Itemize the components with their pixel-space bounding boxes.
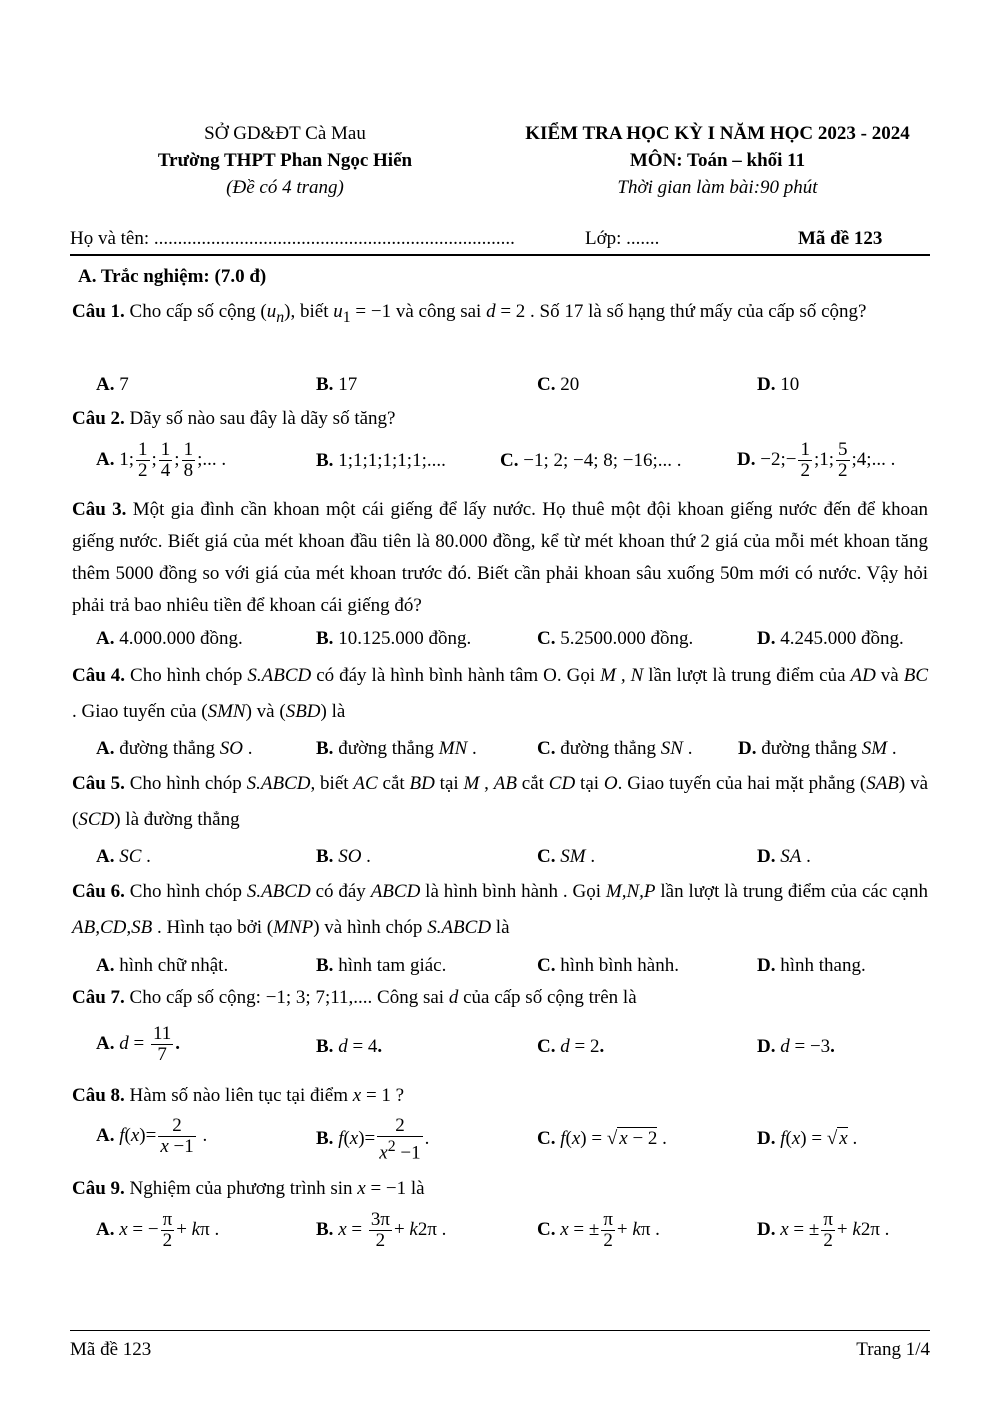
q1-option-c[interactable]: C. 20 bbox=[537, 374, 580, 395]
q4-label: Câu 4. bbox=[72, 665, 126, 686]
q2-option-d[interactable]: D. −2;− $\frac{1}{2}$ ;1; $\frac{5}{2}$ ;4;... . bbox=[737, 439, 896, 481]
q8-label: Câu 8. bbox=[72, 1085, 125, 1106]
q7-label: Câu 7. bbox=[72, 987, 125, 1008]
question-3 bbox=[72, 494, 928, 622]
question-8: Câu 8. Hàm số nào liên tục tại điểm x = 1 ? bbox=[72, 1085, 405, 1106]
header-right bbox=[505, 120, 930, 201]
q2-option-b[interactable]: B. 1;1;1;1;1;1;.... bbox=[316, 450, 446, 471]
q9-option-b[interactable]: B. x = $\frac{3\pi}{2}$ + k2π . bbox=[316, 1209, 447, 1251]
question-7: Câu 7. Cho cấp số cộng: −1; 3; 7;11,.... Công sai d của cấp số cộng trên là bbox=[72, 987, 637, 1008]
q3-option-c[interactable]: C. 5.2500.000 đồng. bbox=[537, 628, 694, 649]
q3-option-b[interactable]: B. 10.125.000 đồng. bbox=[316, 628, 472, 649]
q1-option-a[interactable]: A. 7 bbox=[96, 374, 129, 395]
q2-label: Câu 2. bbox=[72, 408, 125, 429]
duration: Thời gian làm bài:90 phút bbox=[617, 177, 818, 198]
q2-option-c[interactable]: C. −1; 2; −4; 8; −16;... . bbox=[500, 450, 682, 471]
q7-option-b[interactable]: B. d = 4. bbox=[316, 1036, 383, 1057]
page-count-note: (Đề có 4 trang) bbox=[226, 177, 344, 198]
q4-option-c[interactable]: C. đường thẳng SN . bbox=[537, 738, 693, 759]
q6-option-d[interactable]: D. hình thang. bbox=[757, 955, 866, 976]
q6-label: Câu 6. bbox=[72, 881, 125, 902]
exam-title: KIỂM TRA HỌC KỲ I NĂM HỌC 2023 - 2024 bbox=[525, 123, 910, 144]
q5-label: Câu 5. bbox=[72, 773, 125, 794]
dept-name: SỞ GD&ĐT Cà Mau bbox=[204, 123, 366, 144]
q9-option-a[interactable]: A. x = − $\frac{\pi}{2}$ + kπ . bbox=[96, 1209, 220, 1251]
q5-option-d[interactable]: D. SA . bbox=[757, 846, 811, 867]
q9-label: Câu 9. bbox=[72, 1178, 125, 1199]
q8-option-c[interactable]: C. f(x) = √ x − 2 . bbox=[537, 1128, 667, 1149]
question-9: Câu 9. Nghiệm của phương trình sin x = −1 là bbox=[72, 1178, 425, 1199]
q9-option-c[interactable]: C. x = ± $\frac{\pi}{2}$ + kπ . bbox=[537, 1209, 660, 1251]
footer-code: Mã đề 123 bbox=[70, 1339, 152, 1360]
question-1 bbox=[72, 296, 928, 334]
subject: MÔN: Toán – khối 11 bbox=[629, 150, 806, 171]
q8-option-d[interactable]: D. f(x) = √ x . bbox=[757, 1128, 858, 1149]
q4-option-a[interactable]: A. đường thẳng SO . bbox=[96, 738, 253, 759]
q8-option-a[interactable]: A. f(x)= $\frac{2}{x -1}$ . bbox=[96, 1115, 208, 1157]
q6-option-c[interactable]: C. hình bình hành. bbox=[537, 955, 679, 976]
question-2 bbox=[72, 403, 928, 435]
q1-option-b[interactable]: B. 17 bbox=[316, 374, 358, 395]
class-field: Lớp: ....... bbox=[585, 228, 660, 249]
school-name: Trường THPT Phan Ngọc Hiển bbox=[157, 150, 413, 171]
page-number: Trang 1/4 bbox=[856, 1339, 930, 1360]
q7-option-c[interactable]: C. d = 2. bbox=[537, 1036, 605, 1057]
q7-option-d[interactable]: D. d = −3. bbox=[757, 1036, 835, 1057]
question-4: Câu 4. Cho hình chóp S.ABCD có đáy là hình bình hành tâm O. Gọi M , N lần lượt là trung điểm của AD và BC . Giao tuyến của (SMN) và (SBD) là bbox=[72, 665, 929, 722]
exam-code: Mã đề 123 bbox=[798, 228, 883, 249]
q1-text: Cho cấp số cộng $(u_n)$, biết $u_1 = -1$ và công sai d = 2 . Số 17 là số hạng thứ mấy của cấp số cộng? bbox=[129, 301, 867, 326]
q4-option-b[interactable]: B. đường thẳng MN . bbox=[316, 738, 477, 759]
q3-text: Một gia đình cần khoan một cái giếng để lấy nước. Họ thuê một đội khoan giếng nước đến để khoan giếng nước. Biết giá của mét khoan đầu tiên là 80.000 đồng, kể từ mét khoan thứ 2 giá của mỗi mét khoan tăng thêm 5000 đồng so với giá của mét khoan trước đó. Biết cần phải khoan sâu xuống 50m mới có nước. Vậy hỏi phải trả bao nhiêu tiền để khoan cái giếng đó? bbox=[72, 499, 928, 616]
q3-option-d[interactable]: D. 4.245.000 đồng. bbox=[757, 628, 904, 649]
q4-option-d[interactable]: D. đường thẳng SM . bbox=[738, 738, 897, 759]
q5-option-c[interactable]: C. SM . bbox=[537, 846, 596, 867]
q3-option-a[interactable]: A. 4.000.000 đồng. bbox=[96, 628, 243, 649]
student-info-row bbox=[70, 226, 930, 256]
q1-option-d[interactable]: D. 10 bbox=[757, 374, 800, 395]
q6-option-b[interactable]: B. hình tam giác. bbox=[316, 955, 447, 976]
q8-option-b[interactable]: B. f(x)= $\frac{2}{x^2 -1}$ . bbox=[316, 1115, 430, 1164]
q2-option-a[interactable]: A. 1; $\frac{1}{2}$ ; $\frac{1}{4}$ ; $\frac{1}{8}$ ;... . bbox=[96, 439, 227, 481]
question-5: Câu 5. Cho hình chóp S.ABCD, biết AC cắt BD tại M , AB cắt CD tại O. Giao tuyến của hai mặt phẳng (SAB) và (SCD) là đường thẳng bbox=[72, 773, 929, 830]
header-left bbox=[70, 120, 500, 201]
q5-option-a[interactable]: A. SC . bbox=[96, 846, 151, 867]
q1-label: Câu 1. bbox=[72, 301, 125, 322]
q5-option-b[interactable]: B. SO . bbox=[316, 846, 371, 867]
page-footer bbox=[70, 1330, 930, 1360]
q6-option-a[interactable]: A. hình chữ nhật. bbox=[96, 955, 229, 976]
q2-text: Dãy số nào sau đây là dãy số tăng? bbox=[129, 408, 396, 429]
question-6: Câu 6. Cho hình chóp S.ABCD có đáy ABCD là hình bình hành . Gọi M,N,P lần lượt là trung điểm của các cạnh AB,CD,SB . Hình tạo bởi (MNP) và hình chóp S.ABCD là bbox=[72, 881, 928, 938]
q9-option-d[interactable]: D. x = ± $\frac{\pi}{2}$ + k2π . bbox=[757, 1209, 890, 1251]
name-field: Họ và tên: ............................................................................ bbox=[70, 228, 515, 249]
section-title: A. Trắc nghiệm: (7.0 đ) bbox=[78, 266, 267, 287]
q7-option-a[interactable]: A. d = $\frac{11}{7}$ . bbox=[96, 1023, 180, 1065]
q3-label: Câu 3. bbox=[72, 499, 127, 520]
